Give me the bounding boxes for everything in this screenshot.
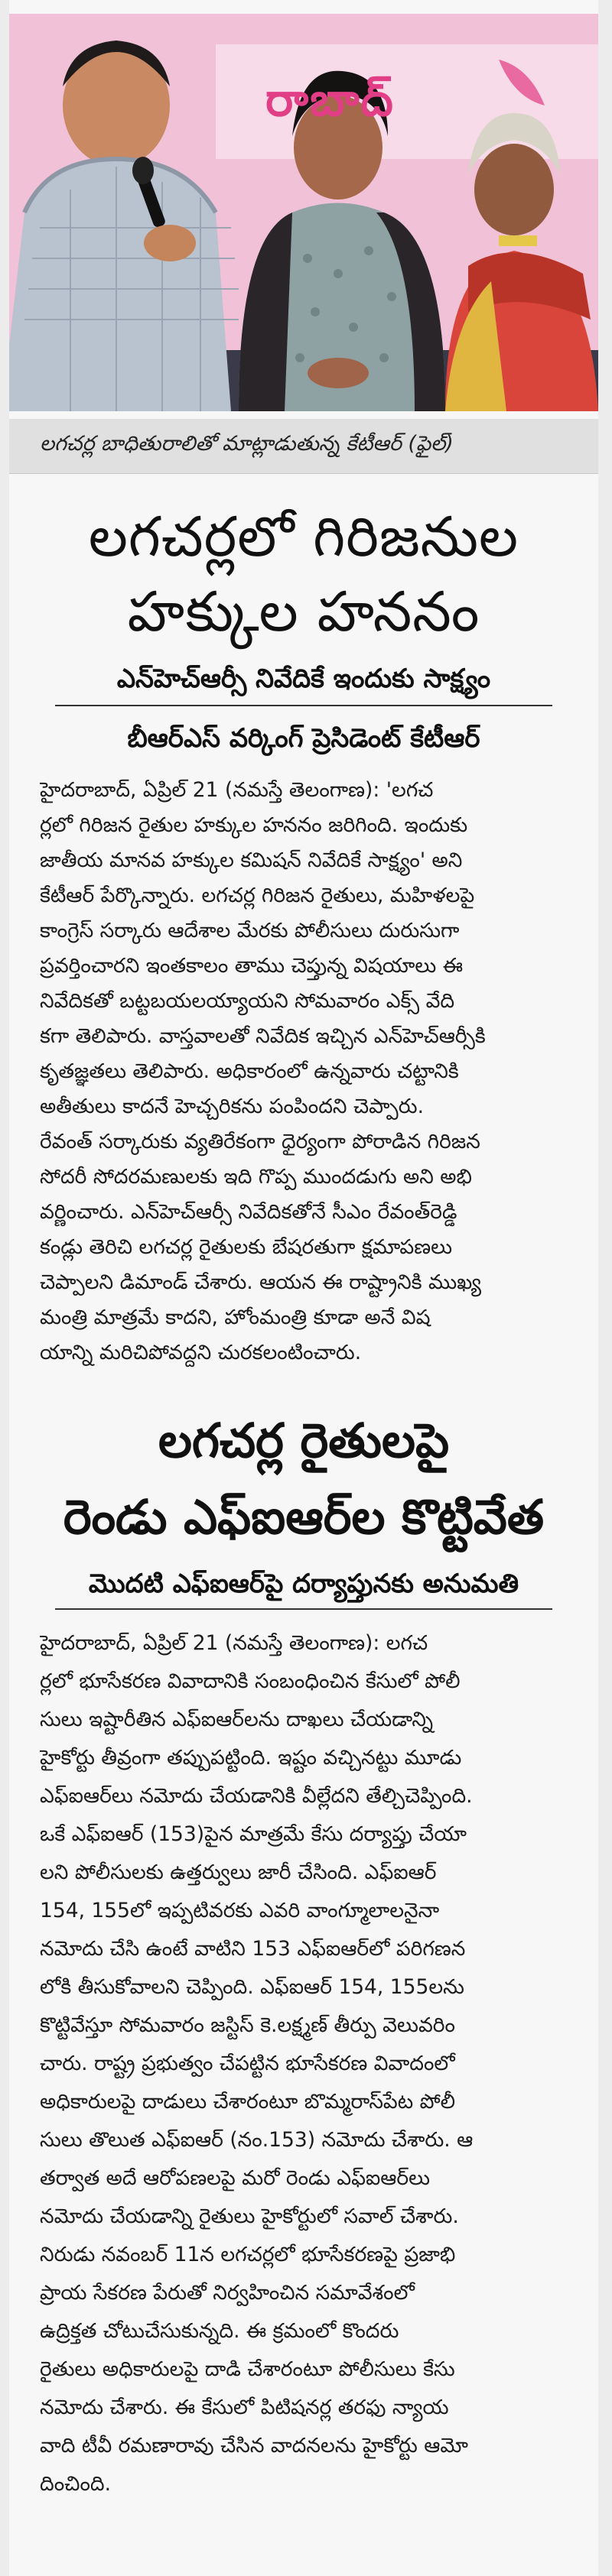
body-line: కండ్లు తెరిచి లగచర్ల రైతులకు బేషరతుగా క్షమాపణలు: [40, 1235, 453, 1259]
body-line: జాతీయ మానవ హక్కుల కమిషన్ నివేదికే సాక్ష్యం' అని: [40, 848, 463, 872]
body-line: ప్రవర్తించారని ఇంతకాలం తాము చెప్తున్న విషయాలు ఈ: [40, 954, 464, 978]
body-line: సోదరీ సోదరమణులకు ఇది గొప్ప ముందడుగు అని అభి: [40, 1165, 472, 1189]
story1-headline-line2: హక్కుల హననం: [127, 579, 480, 644]
body-line: హైకోర్టు తీవ్రంగా తప్పుపట్టింది. ఇష్టం వచ్చినట్టు మూడు: [40, 1746, 462, 1770]
body-line: సులు ఇష్టారీతిన ఎఫ్‌ఐఆర్‌లను దాఖలు చేయడాన్ని: [40, 1708, 434, 1731]
body-line: ఎఫ్‌ఐఆర్‌లు నమోదు చేయడానికి వీల్లేదని తేల్చిచెప్పింది.: [40, 1784, 473, 1808]
body-line: అతీతులు కాదనే హెచ్చరికను పంపిందని చెప్పారు.: [40, 1095, 424, 1118]
story1-subhead2: బీఆర్‌ఎస్ వర్కింగ్ ప్రెసిడెంట్ కేటీఆర్: [127, 723, 480, 754]
body-line: ర్లలో గిరిజన రైతుల హక్కుల హననం జరిగింది. ఇందుకు: [40, 813, 468, 837]
body-line: ఉద్రిక్తత చోటుచేసుకున్నది. ఈ క్రమంలో కొందరు: [40, 2319, 399, 2343]
body-line: వాది టీవీ రమణారావు చేసిన వాదనలను హైకోర్టు ఆమో: [40, 2434, 468, 2458]
body-line: రైతులు అధికారులపై దాడి చేశారంటూ పోలీసులు కేసు: [40, 2357, 455, 2381]
body-line: వర్ణించారు. ఎన్‌హెచ్‌ఆర్సీ నివేదికతోనే సీఎం రేవంత్‌రెడ్డి: [40, 1200, 457, 1224]
body-line: 154, 155లో ఇప్పటివరకు ఎవరి వాంగ్మూలాలనైనా: [40, 1899, 440, 1922]
body-line: చారు. రాష్ట్ర ప్రభుత్వం చేపట్టిన భూసేకరణ వివాదంలో: [40, 2052, 455, 2075]
body-line: ప్రాయ సేకరణ పేరుతో నిర్వహించిన సమావేశంలో: [40, 2281, 415, 2305]
body-line: నమోదు చేసి ఉంటే వాటిని 153 ఎఫ్‌ఐఆర్‌లో పరిగణన: [40, 1937, 466, 1961]
body-line: కొట్టివేస్తూ సోమవారం జస్టిస్ కె.లక్ష్మణ్ తీర్పు వెలువరిం: [40, 2013, 455, 2037]
body-line: హైదరాబాద్, ఏప్రిల్ 21 (నమస్తే తెలంగాణ): 'లగచ: [40, 778, 434, 802]
body-line: చెప్పాలని డిమాండ్ చేశారు. ఆయన ఈ రాష్ట్రానికి ముఖ్య: [40, 1270, 482, 1294]
body-line: కగా తెలిపారు. వాస్తవాలతో నివేదిక ఇచ్చిన ఎన్‌హెచ్‌ఆర్సీకి: [40, 1024, 486, 1048]
body-line: నమోదు చేయడాన్ని రైతులు హైకోర్టులో సవాల్ చేశారు.: [40, 2205, 459, 2228]
banner-text: రాబాద్: [265, 73, 395, 127]
body-line: తర్వాత అదే ఆరోపణలపై మరో రెండు ఎఫ్‌ఐఆర్‌లు: [40, 2166, 431, 2190]
body-line: కాంగ్రెస్ సర్కారు ఆదేశాల మేరకు పోలీసులు దురుసుగా: [40, 919, 460, 942]
photo-caption: లగచర్ల బాధితురాలితో మాట్లాడుతున్న కేటీఆర్ (ఫైల్): [9, 419, 598, 474]
body-line: నిరుడు నవంబర్ 11న లగచర్లలో భూసేకరణపై ప్రజాభి: [40, 2243, 456, 2266]
body-line: హైదరాబాద్, ఏప్రిల్ 21 (నమస్తే తెలంగాణ): లగచ: [40, 1631, 428, 1655]
story2-headline-line2: రెండు ఎఫ్‌ఐఆర్‌ల కొట్టివేత: [63, 1489, 545, 1545]
divider: [55, 1608, 552, 1610]
body-line: నివేదికతో బట్టబయలయ్యాయని సోమవారం ఎక్స్ వేది: [40, 989, 455, 1013]
divider: [55, 705, 552, 706]
body-line: నమోదు చేశారు. ఈ కేసులో పిటిషనర్ల తరఫు న్యాయ: [40, 2396, 449, 2419]
body-line: కేటీఆర్ పేర్కొన్నారు. లగచర్ల గిరిజన రైతులు, మహిళలపై: [40, 884, 475, 907]
body-line: లని పోలీసులకు ఉత్తర్వులు జారీ చేసింది. ఎఫ్‌ఐఆర్: [40, 1861, 437, 1884]
body-line: ర్లలో భూసేకరణ వివాదానికి సంబంధించిన కేసులో పోలీ: [40, 1669, 461, 1693]
body-line: కృతజ్ఞతలు తెలిపారు. అధికారంలో ఉన్నవారు చట్టానికి: [40, 1059, 459, 1083]
story1-headline-line1: లగచర్లలో గిరిజనుల: [88, 504, 519, 569]
body-line: మంత్రి మాత్రమే కాదని, హోంమంత్రి కూడా అనే విష: [40, 1306, 431, 1329]
news-photo: [9, 14, 598, 411]
newspaper-clipping: [9, 0, 598, 2576]
story2-headline-line1: లగచర్ల రైతులపై: [158, 1413, 450, 1468]
body-line: దించింది.: [40, 2472, 112, 2496]
body-line: యాన్ని మరిచిపోవద్దని చురకలంటించారు.: [40, 1341, 362, 1364]
body-line: ఒకే ఎఫ్‌ఐఆర్ (153)పైన మాత్రమే కేసు దర్యాప్తు చేయా: [40, 1822, 467, 1846]
story1-subhead1: ఎన్‌హెచ్‌ఆర్సీ నివేదికే ఇందుకు సాక్ష్యం: [116, 663, 491, 694]
body-line: సులు తొలుత ఎఫ్‌ఐఆర్ (నం.153) నమోదు చేశారు. ఆ: [40, 2128, 474, 2152]
body-line: రేవంత్ సర్కారుకు వ్యతిరేకంగా ధైర్యంగా పోరాడిన గిరిజన: [40, 1130, 480, 1153]
body-line: అధికారులపై దాడులు చేశారంటూ బొమ్మరాస్‌పేట పోలీ: [40, 2090, 456, 2114]
body-line: లోకి తీసుకోవాలని చెప్పింది. ఎఫ్‌ఐఆర్ 154, 155లను: [40, 1975, 464, 1999]
story2-subhead: మొదటి ఎఫ్‌ఐఆర్‌పై దర్యాప్తునకు అనుమతి: [88, 1569, 519, 1599]
